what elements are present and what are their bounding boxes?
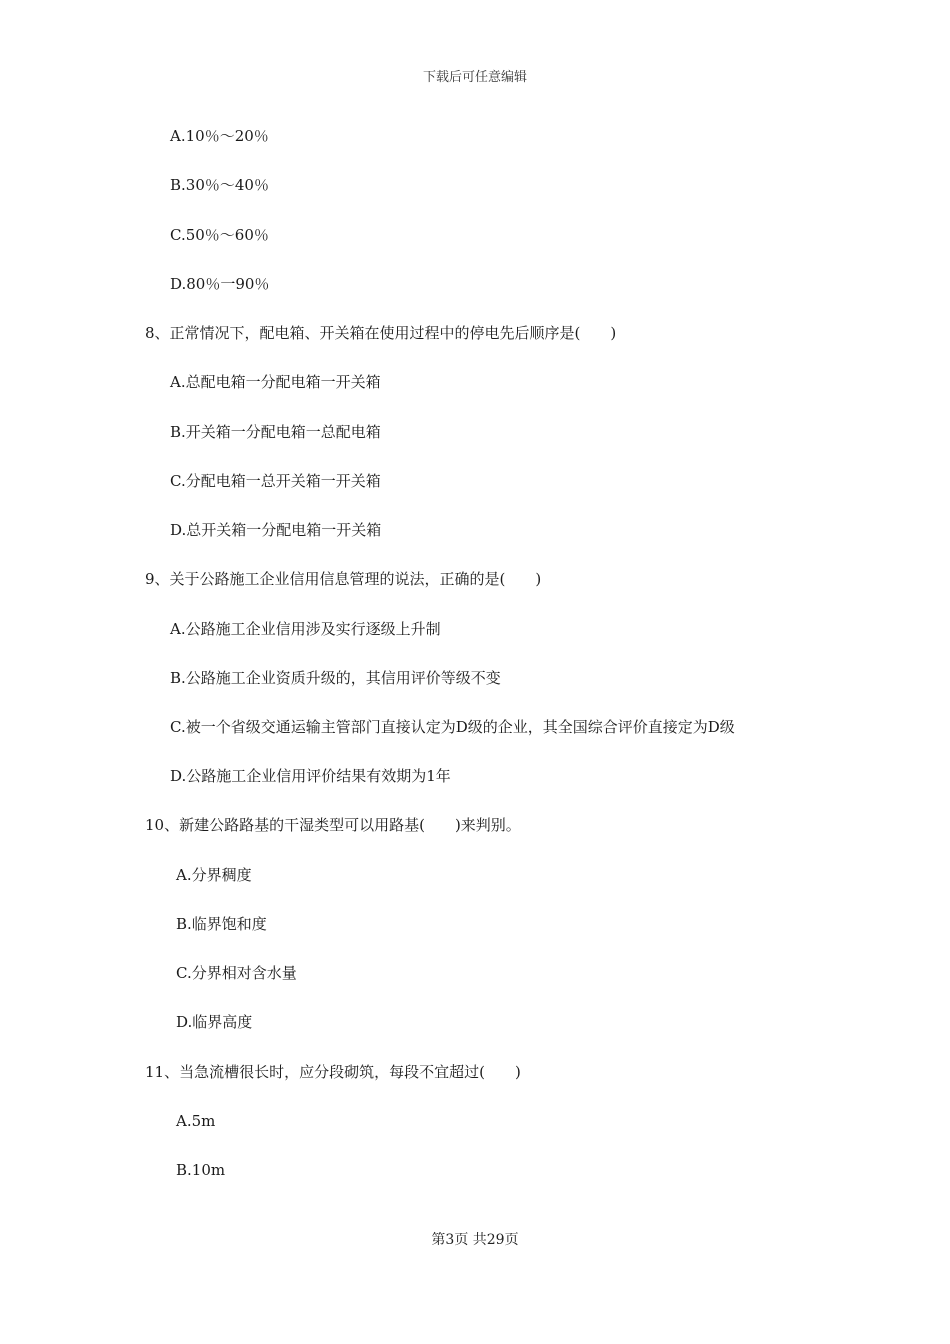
option-line: C.被一个省级交通运输主管部门直接认定为D级的企业，其全国综合评价直接定为D级 — [170, 718, 735, 736]
option-line: B.开关箱一分配电箱一总配电箱 — [170, 423, 381, 441]
option-line: B.公路施工企业资质升级的，其信用评价等级不变 — [170, 669, 501, 687]
option-line: B.30％～40％ — [170, 176, 269, 194]
option-line: C.分界相对含水量 — [176, 964, 297, 982]
question-line: 8、正常情况下，配电箱、开关箱在使用过程中的停电先后顺序是( ) — [145, 324, 617, 342]
option-line: A.分界稠度 — [176, 866, 252, 884]
option-line: D.80％一90％ — [170, 275, 270, 293]
option-line: A.公路施工企业信用涉及实行逐级上升制 — [170, 620, 441, 638]
question-line: 10、新建公路路基的干湿类型可以用路基( )来判别。 — [145, 816, 521, 834]
option-line: A.5m — [176, 1112, 216, 1130]
option-line: B.10m — [176, 1161, 226, 1179]
option-line: C.分配电箱一总开关箱一开关箱 — [170, 472, 381, 490]
option-line: A.总配电箱一分配电箱一开关箱 — [170, 373, 381, 391]
page-footer: 第3页 共29页 — [431, 1232, 519, 1248]
question-line: 11、当急流槽很长时，应分段砌筑，每段不宜超过( ) — [145, 1063, 521, 1081]
option-line: C.50％～60％ — [170, 226, 269, 244]
page-header: 下载后可任意编辑 — [422, 70, 527, 85]
question-line: 9、关于公路施工企业信用信息管理的说法，正确的是( ) — [145, 570, 542, 588]
option-line: B.临界饱和度 — [176, 915, 267, 933]
option-line: D.总开关箱一分配电箱一开关箱 — [170, 521, 382, 539]
option-line: A.10％～20％ — [170, 127, 269, 145]
option-line: D.临界高度 — [176, 1013, 253, 1031]
option-line: D.公路施工企业信用评价结果有效期为1年 — [170, 767, 451, 785]
